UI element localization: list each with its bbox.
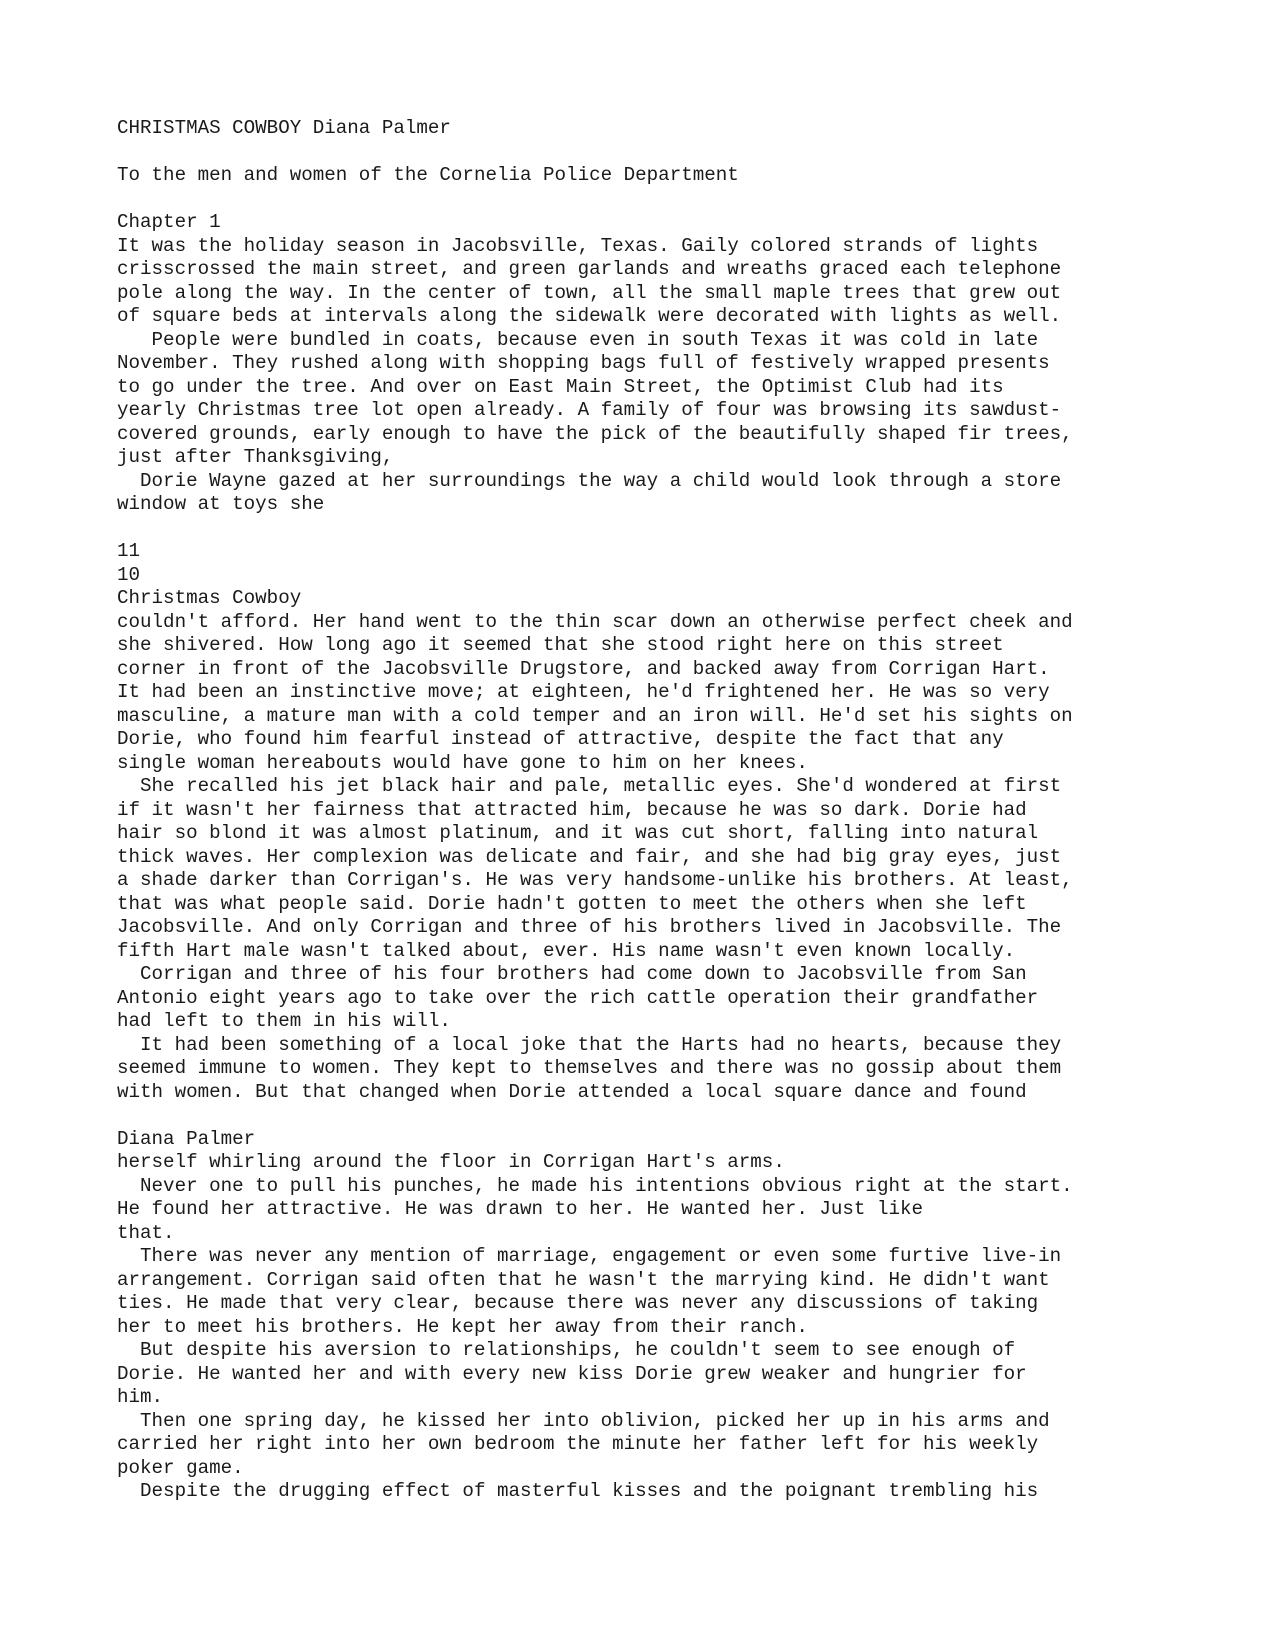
text-line: that. <box>117 1221 175 1244</box>
page-number: 11 <box>117 540 141 562</box>
text-line: with women. But that changed when Dorie attended a local square dance and found <box>117 1080 1027 1103</box>
text-line: herself whirling around the floor in Corrigan Hart's arms. <box>117 1151 785 1173</box>
spacer <box>117 188 1257 212</box>
spacer <box>117 517 1257 541</box>
text-line: that was what people said. Dorie hadn't gotten to meet the others when she left <box>117 892 1027 915</box>
text-line: arrangement. Corrigan said often that he wasn't the marrying kind. He didn't want <box>117 1268 1050 1291</box>
text-line: Dorie, who found him fearful instead of attractive, despite the fact that any <box>117 728 1004 750</box>
text-line: of square beds at intervals along the sidewalk were decorated with lights as well. <box>117 305 1062 327</box>
spacer <box>117 1104 1257 1128</box>
text-line: yearly Christmas tree lot open already. A family of four was browsing its sawdust- <box>117 399 1062 421</box>
text-line: pole along the way. In the center of town, all the small maple trees that grew out <box>117 281 1062 304</box>
text-line: him. <box>117 1386 164 1408</box>
text-line: poker game. <box>117 1456 244 1479</box>
text-line: carried her right into her own bedroom the minute her father left for his weekly <box>117 1433 1039 1455</box>
text-line: He found her attractive. He was drawn to her. He wanted her. Just like <box>117 1198 924 1220</box>
chapter-heading: Chapter 1 <box>117 211 221 233</box>
text-line: she shivered. How long ago it seemed that she stood right here on this street <box>117 634 1004 656</box>
text-line: couldn't afford. Her hand went to the thin scar down an otherwise perfect cheek and <box>117 610 1073 633</box>
text-line: It had been an instinctive move; at eighteen, he'd frightened her. He was so very <box>117 681 1050 703</box>
running-header-book: Christmas Cowboy <box>117 587 302 609</box>
text-line: fifth Hart male wasn't talked about, ever. His name wasn't even known locally. <box>117 939 1016 962</box>
text-line: thick waves. Her complexion was delicate and fair, and she had big gray eyes, just <box>117 845 1062 868</box>
text-line: It had been something of a local joke that the Harts had no hearts, because they <box>117 1033 1062 1056</box>
page-number: 10 <box>117 563 141 586</box>
text-line: ties. He made that very clear, because there was never any discussions of taking <box>117 1292 1039 1314</box>
text-line: to go under the tree. And over on East Main Street, the Optimist Club had its <box>117 375 1004 398</box>
section-3 <box>117 1151 1257 1504</box>
text-line: her to meet his brothers. He kept her away from their ranch. <box>117 1315 808 1338</box>
text-line: November. They rushed along with shopping bags full of festively wrapped presents <box>117 352 1050 374</box>
text-line: a shade darker than Corrigan's. He was very handsome-unlike his brothers. At least, <box>117 869 1073 891</box>
text-line: Despite the drugging effect of masterful kisses and the poignant trembling his <box>117 1480 1039 1502</box>
spacer <box>117 141 1257 165</box>
text-line: crisscrossed the main street, and green garlands and wreaths graced each telephone <box>117 258 1062 280</box>
section-1 <box>117 235 1257 517</box>
text-line: corner in front of the Jacobsville Drugstore, and backed away from Corrigan Hart. <box>117 657 1050 680</box>
text-line: single woman hereabouts would have gone to him on her knees. <box>117 751 808 774</box>
text-line: It was the holiday season in Jacobsville, Texas. Gaily colored strands of lights <box>117 234 1039 257</box>
dedication: To the men and women of the Cornelia Police Department <box>117 164 739 186</box>
text-line: But despite his aversion to relationships, he couldn't seem to see enough of <box>117 1339 1016 1361</box>
text-line: Dorie Wayne gazed at her surroundings the way a child would look through a store <box>117 469 1062 492</box>
text-line: just after Thanksgiving, <box>117 446 394 468</box>
text-line: Dorie. He wanted her and with every new kiss Dorie grew weaker and hungrier for <box>117 1362 1027 1385</box>
text-line: covered grounds, early enough to have the pick of the beautifully shaped fir trees, <box>117 422 1073 445</box>
text-line: seemed immune to women. They kept to themselves and there was no gossip about them <box>117 1057 1062 1079</box>
text-line: hair so blond it was almost platinum, and it was cut short, falling into natural <box>117 822 1039 844</box>
text-line: People were bundled in coats, because even in south Texas it was cold in late <box>117 328 1039 351</box>
section-2 <box>117 611 1257 1105</box>
text-line: Then one spring day, he kissed her into oblivion, picked her up in his arms and <box>117 1409 1050 1432</box>
text-line: if it wasn't her fairness that attracted him, because he was so dark. Dorie had <box>117 798 1027 821</box>
text-line: There was never any mention of marriage, engagement or even some furtive live-in <box>117 1245 1062 1267</box>
text-line: Jacobsville. And only Corrigan and three of his brothers lived in Jacobsville. The <box>117 916 1062 938</box>
title-line: CHRISTMAS COWBOY Diana Palmer <box>117 117 451 139</box>
text-line: Antonio eight years ago to take over the rich cattle operation their grandfather <box>117 986 1039 1009</box>
text-line: Never one to pull his punches, he made his intentions obvious right at the start. <box>117 1174 1073 1197</box>
text-line: She recalled his jet black hair and pale, metallic eyes. She'd wondered at first <box>117 775 1062 797</box>
document-page <box>117 117 1257 1504</box>
text-line: Corrigan and three of his four brothers had come down to Jacobsville from San <box>117 963 1027 985</box>
running-header-author: Diana Palmer <box>117 1127 256 1150</box>
text-line: window at toys she <box>117 493 325 515</box>
text-line: had left to them in his will. <box>117 1010 451 1032</box>
text-line: masculine, a mature man with a cold temper and an iron will. He'd set his sights on <box>117 704 1073 727</box>
